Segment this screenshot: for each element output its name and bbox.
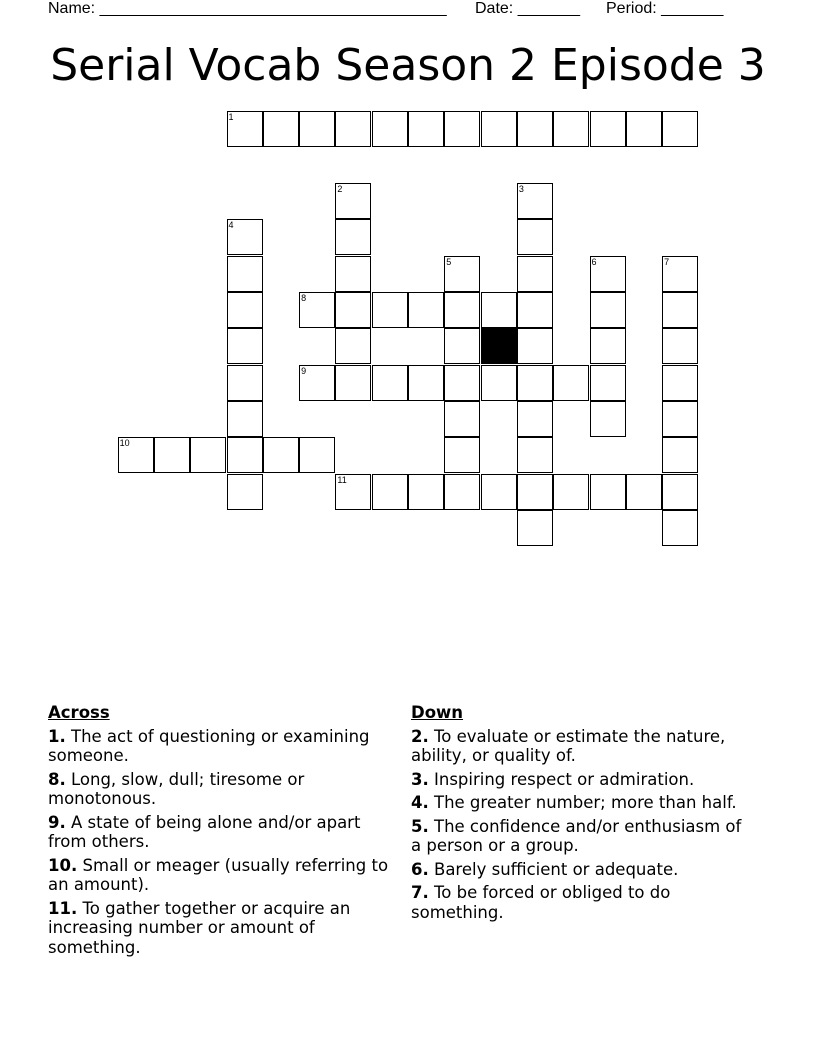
down-clues (411, 703, 756, 926)
grid-cell[interactable] (590, 401, 626, 437)
grid-cell[interactable] (481, 111, 517, 147)
period-field: Period: _______ (606, 0, 724, 17)
clue-text: To gather together or acquire an increasing number or amount of something. (48, 898, 351, 957)
grid-cell[interactable] (154, 437, 190, 473)
black-square (481, 328, 517, 364)
clue-number: 5 (446, 256, 452, 267)
grid-cell[interactable] (517, 401, 553, 437)
grid-cell[interactable] (662, 111, 698, 147)
grid-cell[interactable] (335, 256, 371, 292)
grid-cell[interactable] (517, 365, 553, 401)
grid-cell[interactable] (517, 183, 553, 219)
grid-cell[interactable] (662, 328, 698, 364)
grid-cell[interactable] (626, 111, 662, 147)
clue-text: To be forced or obliged to do something. (411, 883, 671, 922)
clue-number: 6. (411, 859, 429, 879)
across-heading: Across (48, 703, 110, 722)
across-clues (48, 703, 393, 961)
grid-cell[interactable] (408, 474, 444, 510)
grid-cell[interactable] (408, 365, 444, 401)
grid-cell[interactable] (118, 437, 154, 473)
across-clue (48, 727, 393, 766)
grid-cell[interactable] (517, 510, 553, 546)
grid-cell[interactable] (444, 365, 480, 401)
grid-cell[interactable] (553, 474, 589, 510)
grid-cell[interactable] (372, 111, 408, 147)
grid-cell[interactable] (227, 474, 263, 510)
clue-text: To evaluate or estimate the nature, ability, or quality of. (411, 726, 726, 765)
grid-cell[interactable] (408, 111, 444, 147)
clue-number: 7 (664, 256, 670, 267)
clue-text: Inspiring respect or admiration. (434, 769, 695, 789)
grid-cell[interactable] (590, 292, 626, 328)
grid-cell[interactable] (335, 328, 371, 364)
grid-cell[interactable] (408, 292, 444, 328)
clue-number: 3. (411, 769, 429, 789)
clue-text: Barely sufficient or adequate. (434, 859, 679, 879)
clue-number: 9. (48, 812, 66, 832)
clue-number: 1. (48, 726, 66, 746)
down-clue (411, 727, 756, 766)
grid-cell[interactable] (335, 365, 371, 401)
grid-cell[interactable] (517, 256, 553, 292)
grid-cell[interactable] (626, 474, 662, 510)
grid-cell[interactable] (662, 292, 698, 328)
grid-cell[interactable] (517, 292, 553, 328)
grid-cell[interactable] (299, 111, 335, 147)
grid-cell[interactable] (590, 474, 626, 510)
grid-cell[interactable] (227, 219, 263, 255)
grid-cell[interactable] (662, 510, 698, 546)
clue-number: 10. (48, 855, 78, 875)
clue-number: 11. (48, 898, 78, 918)
grid-cell[interactable] (263, 111, 299, 147)
page-title: Serial Vocab Season 2 Episode 3 (50, 40, 766, 91)
clue-number: 8. (48, 769, 66, 789)
grid-cell[interactable] (444, 292, 480, 328)
grid-cell[interactable] (227, 365, 263, 401)
grid-cell[interactable] (590, 365, 626, 401)
date-field: Date: _______ (475, 0, 580, 17)
grid-cell[interactable] (444, 437, 480, 473)
down-clue (411, 883, 756, 922)
clue-number: 3 (518, 184, 524, 195)
grid-cell[interactable] (662, 437, 698, 473)
clue-number: 8 (301, 293, 307, 303)
grid-cell[interactable] (662, 256, 698, 292)
grid-cell[interactable] (517, 111, 553, 147)
grid-cell[interactable] (372, 365, 408, 401)
clue-number: 2. (411, 726, 429, 746)
grid-cell[interactable] (227, 328, 263, 364)
down-clue (411, 860, 756, 880)
grid-cell[interactable] (299, 365, 335, 401)
grid-cell[interactable] (444, 474, 480, 510)
across-clue (48, 770, 393, 809)
grid-cell[interactable] (590, 328, 626, 364)
across-clue (48, 813, 393, 852)
clue-number: 5. (411, 816, 429, 836)
grid-cell[interactable] (481, 365, 517, 401)
clue-number: 10 (119, 438, 130, 449)
clue-text: The act of questioning or examining someone. (48, 726, 370, 765)
clue-number: 9 (301, 365, 307, 376)
grid-cell[interactable] (335, 292, 371, 328)
grid-cell[interactable] (662, 401, 698, 437)
clue-number: 6 (591, 256, 597, 267)
clue-number: 2 (337, 184, 343, 195)
clue-text: Long, slow, dull; tiresome or monotonous. (48, 769, 305, 808)
grid-cell[interactable] (444, 111, 480, 147)
clue-number: 4. (411, 793, 429, 812)
grid-cell[interactable] (481, 292, 517, 328)
grid-cell[interactable] (444, 401, 480, 437)
grid-cell[interactable] (227, 111, 263, 147)
grid-cell[interactable] (335, 219, 371, 255)
clue-number: 1 (228, 111, 234, 122)
grid-cell[interactable] (227, 401, 263, 437)
grid-cell[interactable] (227, 437, 263, 473)
grid-cell[interactable] (590, 111, 626, 147)
clue-text: The greater number; more than half. (434, 793, 737, 812)
grid-cell[interactable] (299, 292, 335, 328)
clue-number: 4 (228, 220, 234, 231)
grid-cell[interactable] (444, 256, 480, 292)
grid-cell[interactable] (335, 183, 371, 219)
across-clue (48, 899, 393, 958)
grid-cell[interactable] (517, 474, 553, 510)
across-clue (48, 856, 393, 895)
grid-cell[interactable] (662, 365, 698, 401)
grid-cell[interactable] (372, 292, 408, 328)
grid-cell[interactable] (662, 474, 698, 510)
name-field: Name: _______________________________________ (48, 0, 447, 17)
clue-text: The confidence and/or enthusiasm of a person or a group. (411, 816, 742, 855)
down-clue (411, 817, 756, 856)
grid-cell[interactable] (517, 328, 553, 364)
down-clue (411, 770, 756, 790)
grid-cell[interactable] (227, 292, 263, 328)
down-heading: Down (411, 703, 464, 722)
grid-cell[interactable] (590, 256, 626, 292)
grid-cell[interactable] (227, 256, 263, 292)
clue-number: 7. (411, 883, 429, 902)
grid-cell[interactable] (481, 474, 517, 510)
grid-cell[interactable] (299, 437, 335, 473)
clue-number: 11 (337, 474, 347, 485)
grid-cell[interactable] (190, 437, 226, 473)
grid-cell[interactable] (553, 111, 589, 147)
grid-cell[interactable] (517, 437, 553, 473)
grid-cell[interactable] (517, 219, 553, 255)
grid-cell[interactable] (263, 437, 299, 473)
grid-cell[interactable] (335, 111, 371, 147)
grid-cell[interactable] (553, 365, 589, 401)
grid-cell[interactable] (444, 328, 480, 364)
grid-cell[interactable] (372, 474, 408, 510)
clue-text: Small or meager (usually referring to an amount). (48, 855, 389, 894)
down-clue (411, 793, 756, 813)
clue-text: A state of being alone and/or apart from others. (48, 812, 361, 851)
grid-cell[interactable] (335, 474, 371, 510)
